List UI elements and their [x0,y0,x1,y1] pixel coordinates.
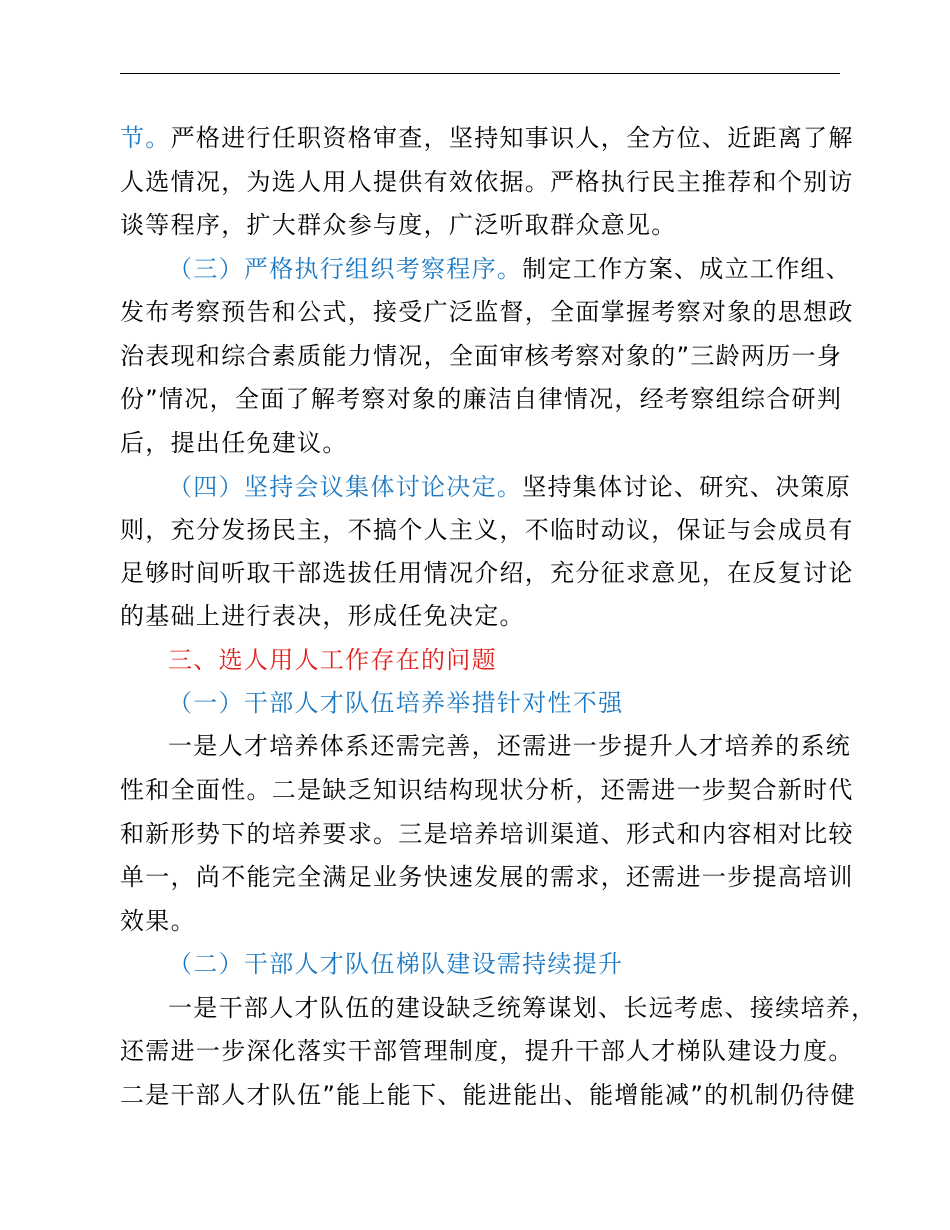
body-text: 坚持集体讨论、研究、决策原 [522,473,852,501]
paragraph-line: 二是干部人才队伍”能上能下、能进能出、能增能减”的机制仍待健 [120,1081,856,1109]
paragraph-line: 份”情况，全面了解考察对象的廉洁自律情况，经考察组综合研判 [120,385,843,413]
paragraph-line: 治表现和综合素质能力情况，全面审核考察对象的”三龄两历一身 [120,342,843,370]
body-text: 严格进行任职资格审查，坚持知事识人，全方位、近距离了解 [170,124,854,152]
paragraph-line: 人选情况，为选人用人提供有效依据。严格执行民主推荐和个别访 [120,168,854,196]
paragraph-line: 则，充分发扬民主，不搞个人主义，不临时动议，保证与会成员有 [120,516,854,544]
paragraph-line [168,254,851,284]
paragraph-line: 和新形势下的培养要求。三是培养培训渠道、形式和内容相对比较 [120,820,854,848]
section-heading-4: （四）坚持会议集体讨论决定。 [168,473,523,501]
inline-heading: 节。 [120,124,171,152]
section-heading-3: （三）严格执行组织考察程序。 [168,255,523,283]
paragraph-line: 单一，尚不能完全满足业务快速发展的需求，还需进一步提高培训 [120,863,854,891]
body-text: 制定工作方案、成立工作组、 [522,255,852,283]
paragraph-line: 后，提出任免建议。 [120,429,348,457]
subsection-heading-2: （二）干部人才队伍梯队建设需持续提升 [168,950,624,978]
paragraph-line [120,123,854,153]
paragraph-line: 一是干部人才队伍的建设缺乏统筹谋划、长远考虑、接续培养， [168,994,877,1022]
paragraph-line: 的基础上进行表决，形成任免决定。 [120,602,525,630]
paragraph-line: 足够时间听取干部选拔任用情况介绍，充分征求意见，在反复讨论 [120,559,854,587]
paragraph-line: 发布考察预告和公式，接受广泛监督，全面掌握考察对象的思想政 [120,298,854,326]
paragraph-line: 一是人才培养体系还需完善，还需进一步提升人才培养的系统 [168,732,852,760]
paragraph-line: 谈等程序，扩大群众参与度，广泛听取群众意见。 [120,211,677,239]
paragraph-line: 效果。 [120,907,196,935]
section-heading-main: 三、选人用人工作存在的问题 [168,646,497,674]
paragraph-line: 还需进一步深化落实干部管理制度，提升干部人才梯队建设力度。 [120,1037,854,1065]
subsection-heading-1: （一）干部人才队伍培养举措针对性不强 [168,689,624,717]
paragraph-line [168,472,851,502]
paragraph-line: 性和全面性。二是缺乏知识结构现状分析，还需进一步契合新时代 [120,776,854,804]
header-rule [120,73,840,74]
